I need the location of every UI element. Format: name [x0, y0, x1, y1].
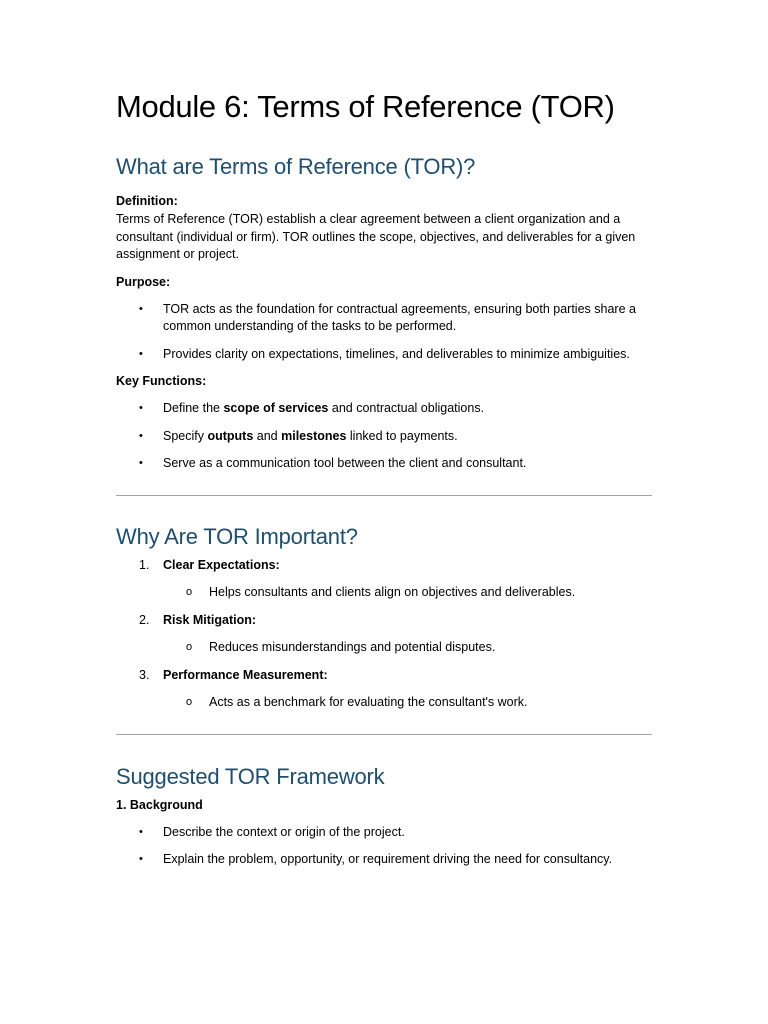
bullet-icon: •	[139, 853, 143, 865]
purpose-list	[116, 301, 652, 364]
section-divider	[116, 734, 652, 735]
background-item-text: Describe the context or origin of the project.	[163, 824, 405, 839]
section-heading-framework: Suggested TOR Framework	[116, 763, 385, 789]
list-item	[116, 455, 652, 473]
circle-bullet-icon: o	[186, 586, 193, 598]
bullet-icon: •	[139, 429, 143, 442]
circle-bullet-icon: o	[186, 641, 193, 653]
list-item	[116, 301, 652, 336]
circle-bullet-icon: o	[186, 696, 193, 708]
list-item	[116, 824, 652, 842]
item-label: Risk Mitigation:	[163, 612, 257, 627]
list-number: 2.	[139, 612, 150, 627]
bullet-icon: •	[139, 457, 143, 469]
list-item	[116, 346, 652, 364]
item-label: Performance Measurement:	[163, 667, 328, 682]
page-title: Module 6: Terms of Reference (TOR)	[116, 89, 615, 124]
definition-label: Definition:	[116, 194, 178, 208]
list-item	[116, 612, 652, 657]
section-divider	[116, 495, 652, 496]
list-item	[116, 428, 652, 446]
bullet-icon: •	[139, 825, 143, 838]
bullet-icon: •	[139, 302, 143, 315]
list-item	[116, 851, 652, 869]
sub-item-text: Helps consultants and clients align on objectives and deliverables.	[209, 585, 576, 599]
definition-text: Terms of Reference (TOR) establish a clear agreement between a client organization and a consultant (individual or firm). TOR outlines the scope, objectives, and deliverables for a given assignment or project.	[116, 212, 636, 261]
section-heading-why-important: Why Are TOR Important?	[116, 523, 358, 549]
background-label: 1. Background	[116, 797, 203, 812]
sub-item	[116, 639, 652, 657]
key-functions-list	[116, 400, 652, 473]
list-number: 3.	[139, 667, 150, 682]
list-item	[116, 400, 652, 418]
importance-list	[116, 557, 652, 712]
section-heading-what-are-tor: What are Terms of Reference (TOR)?	[116, 154, 476, 179]
list-item	[116, 667, 652, 712]
function-text: Serve as a communication tool between the client and consultant.	[163, 456, 527, 470]
sub-item-text: Reduces misunderstandings and potential disputes.	[209, 640, 496, 654]
purpose-label: Purpose:	[116, 274, 171, 289]
function-text: Define the scope of services and contractual obligations.	[163, 401, 485, 415]
key-functions-label: Key Functions:	[116, 374, 207, 388]
document-page	[116, 86, 652, 869]
background-list	[116, 824, 652, 869]
background-item-text: Explain the problem, opportunity, or requirement driving the need for consultancy.	[163, 852, 613, 866]
sub-item	[116, 694, 652, 712]
bullet-icon: •	[139, 402, 143, 414]
bullet-icon: •	[139, 347, 143, 360]
list-number: 1.	[139, 557, 150, 572]
purpose-item-text: TOR acts as the foundation for contractual agreements, ensuring both parties share a common understanding of the tasks to be performed.	[163, 301, 636, 333]
sub-item	[116, 584, 652, 602]
function-text: Specify outputs and milestones linked to payments.	[163, 428, 458, 443]
sub-item-text: Acts as a benchmark for evaluating the consultant's work.	[209, 695, 528, 709]
list-item	[116, 557, 652, 602]
item-label: Clear Expectations:	[163, 557, 280, 572]
purpose-item-text: Provides clarity on expectations, timelines, and deliverables to minimize ambiguities.	[163, 346, 630, 361]
